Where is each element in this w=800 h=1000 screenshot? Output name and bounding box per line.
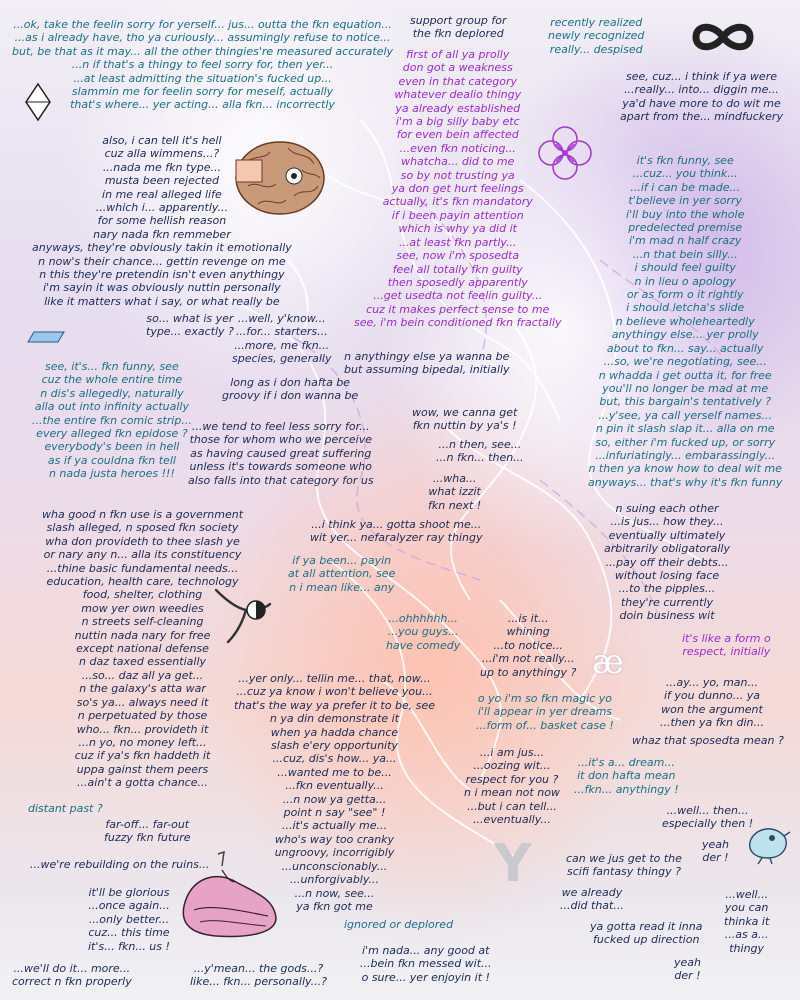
text-block: ...ohhhhhh... ...you guys... have comedy	[386, 612, 461, 652]
ae-glyph: æ	[592, 642, 624, 682]
text-block: can we jus get to the scifi fantasy thingy ?	[566, 852, 682, 879]
text-block: i'm nada... any good at ...bein fkn messed wit... o sure... yer enjoyin it !	[360, 944, 492, 984]
text-block: ...is it... whining ...to notice... ...i'm not really... up to anythingy ?	[480, 612, 577, 679]
text-block: it's fkn funny, see ...cuz... you think... ...if i can be made... t'believe in yer sorry i'll buy into the whole predelected premise i'm mad n half crazy ...n that bein silly... i should feel guilty n in lieu o apology or as form o it rightly i should letcha's slide n believe wholeheartedly anythingy else... yer prolly about to fkn... say... actually ...so, we're negotiating, see... n whadda i get outta it, for free you'll no longer be mad at me but, this bargain's tentatively ? ...y'see, ya call yerself names... n pin it slash slap it... alla on me so, either i'm fucked up, or sorry ...infuriatingly... embarassingly... n then ya know how to deal wit me anyways... that's why it's fkn funny	[588, 154, 783, 489]
text-block: n anythingy else ya wanna be but assuming bipedal, initially	[344, 350, 510, 377]
text-block: whaz that sposedta mean ?	[632, 734, 784, 747]
text-block: ya gotta read it inna fucked up direction	[590, 920, 703, 947]
text-block: see, it's... fkn funny, see cuz the whole entire time n dis's allegedly, naturally alla out into infinity actually ...the entire fkn comic strip... every alleged fkn epidose ? everybody's been in hell as if ya couldna fkn tell n nada justa heroes !!!	[32, 360, 192, 481]
text-block: ignored or deplored	[344, 918, 454, 931]
parallelogram-icon	[26, 330, 66, 344]
text-block: distant past ?	[28, 802, 103, 815]
text-block: if ya been... payin at all attention, see n i mean like... any	[288, 554, 396, 594]
text-block: ...wha... what izzit fkn next !	[428, 472, 482, 512]
text-block: yeah der !	[674, 956, 701, 983]
text-block: ...ay... yo, man... if you dunno... ya won the argument ...then ya fkn din...	[660, 676, 764, 730]
text-block: far-off... far-out fuzzy fkn future	[104, 818, 191, 845]
text-block: wha good n fkn use is a government slash alleged, n sposed fkn society wha don provideth to thee slash ye or nary any n... alla its constituency ...thine basic fundamental needs... education, health care, technology food, shelter, clothing mow yer own weedies n streets self-cleaning nuttin nada nary for free except national defense n daz taxed essentially ...so... daz all ya get... n the galaxy's atta war so's ya... always need it n perpetuated by those who... fkn... provideth it ...n yo, no money left... cuz if ya's fkn haddeth it uppa gainst them peers ...ain't a gotta chance...	[42, 508, 244, 790]
infinity-icon	[690, 20, 756, 54]
text-block: wow, we canna get fkn nuttin by ya's !	[412, 406, 518, 433]
text-block: first of all ya prolly don got a weakness even in that category whatever dealio thingy ya already established i'm a big silly baby etc for even bein affected ...even fkn noticing... whatcha... did to me so by not trusting ya ya don get hurt feelings actually, it's fkn mandatory if i been payin attention which is why ya did it ...at least fkn partly... see, now i'm sposedta feel all totally fkn guilty then sposedly apparently ...get usedta not feelin guilty... cuz it makes perfect sense to me see, i'm bein conditioned fkn fractally	[354, 48, 562, 330]
text-block: ...we tend to feel less sorry for... those for whom who we perceive as having caused great suffering unless it's towards someone who also falls into that category for us	[188, 420, 374, 487]
text-block: see, cuz... i think if ya were ...really... into... diggin me... ya'd have more to do wit me apart from the... mindfuckery	[620, 70, 783, 124]
text-block: ...y'mean... the gods...? like... fkn... personally...?	[190, 962, 327, 989]
text-block: it'll be glorious ...once again... ...only better... cuz... this time it's... fkn... us !	[88, 886, 170, 953]
text-block: ...we're rebuilding on the ruins...	[30, 858, 210, 871]
text-block: we already ...did that...	[560, 886, 624, 913]
text-block: ...n then, see... ...n fkn... then...	[436, 438, 524, 465]
text-block: recently realized newly recognized really... despised	[548, 16, 645, 56]
text-block: yeah der !	[702, 838, 729, 865]
text-block: ...well... you can thinka it ...as a... thingy	[724, 888, 770, 955]
text-block: n suing each other ...is jus... how they... eventually ultimately arbitrarily obligatorally ...pay off their debts... without losing face ...to the pipples... they're currently doin business wit	[604, 502, 730, 623]
text-block: ...well, y'know... ...for... starters... ...more, me fkn... species, generally	[232, 312, 332, 366]
text-block: it's like a form o respect, initially	[682, 632, 771, 659]
text-block: ...yer only... tellin me... that, now... ...cuz ya know i won't believe you... that's the way ya prefer it to be, see n ya din demonstrate it when ya hadda chance slash e'ery opportunity ...cuz, dis's how... ya... ...wanted me to be... ...fkn eventually... ...n now ya getta... point n say "see" ! ...it's actually me... who's way too cranky ungroovy, incorrigibly ...unconscionably... ...unforgivably... ...n now, see... ya fkn got me	[234, 672, 435, 913]
text-block: so... what is yer type... exactly ?	[146, 312, 234, 339]
text-block: ...it's a... dream... it don hafta mean ...fkn... anythingy !	[574, 756, 679, 796]
text-block: ...well... then... especially then !	[662, 804, 754, 831]
text-block: long as i don hafta be groovy if i don wanna be	[222, 376, 359, 403]
text-block: ...i am jus... ...oozing wit... respect for you ? n i mean not now ...but i can tell... ...eventually...	[464, 746, 560, 827]
text-block: also, i can tell it's hell cuz alla wimmens...? ...nada me fkn type... musta been rejected in me real alleged life ...which i... apparently... for some hellish reason nary nada fkn remmeber anyways, they're obviously takin it emotionally n now's their chance... gettin revenge on me n this they're pretendin isn't even anythingy i'm sayin it was obviously nuttin personally like it matters what i say, or what really be	[32, 134, 292, 308]
text-block: ...we'll do it... more... correct n fkn properly	[12, 962, 132, 989]
text-block: ...i think ya... gotta shoot me... wit yer... nefaralyzer ray thingy	[310, 518, 483, 545]
y-glyph: Y	[494, 834, 532, 894]
text-block: ...ok, take the feelin sorry for yerself... jus... outta the fkn equation... ...as i already have, tho ya curiously... assumingly refuse to notice... but, be that as it may... all the other thingies're measured accurately ...n if that's a thingy to feel sorry for, then yer... ...at least admitting the situation's fucked up... slammin me for feelin sorry for meself, actually that's where... yer acting... alla fkn... incorrectly	[12, 18, 394, 112]
text-block: o yo i'm so fkn magic yo i'll appear in yer dreams ...form of... basket case !	[476, 692, 614, 732]
text-block: support group for the fkn deplored	[410, 14, 507, 41]
